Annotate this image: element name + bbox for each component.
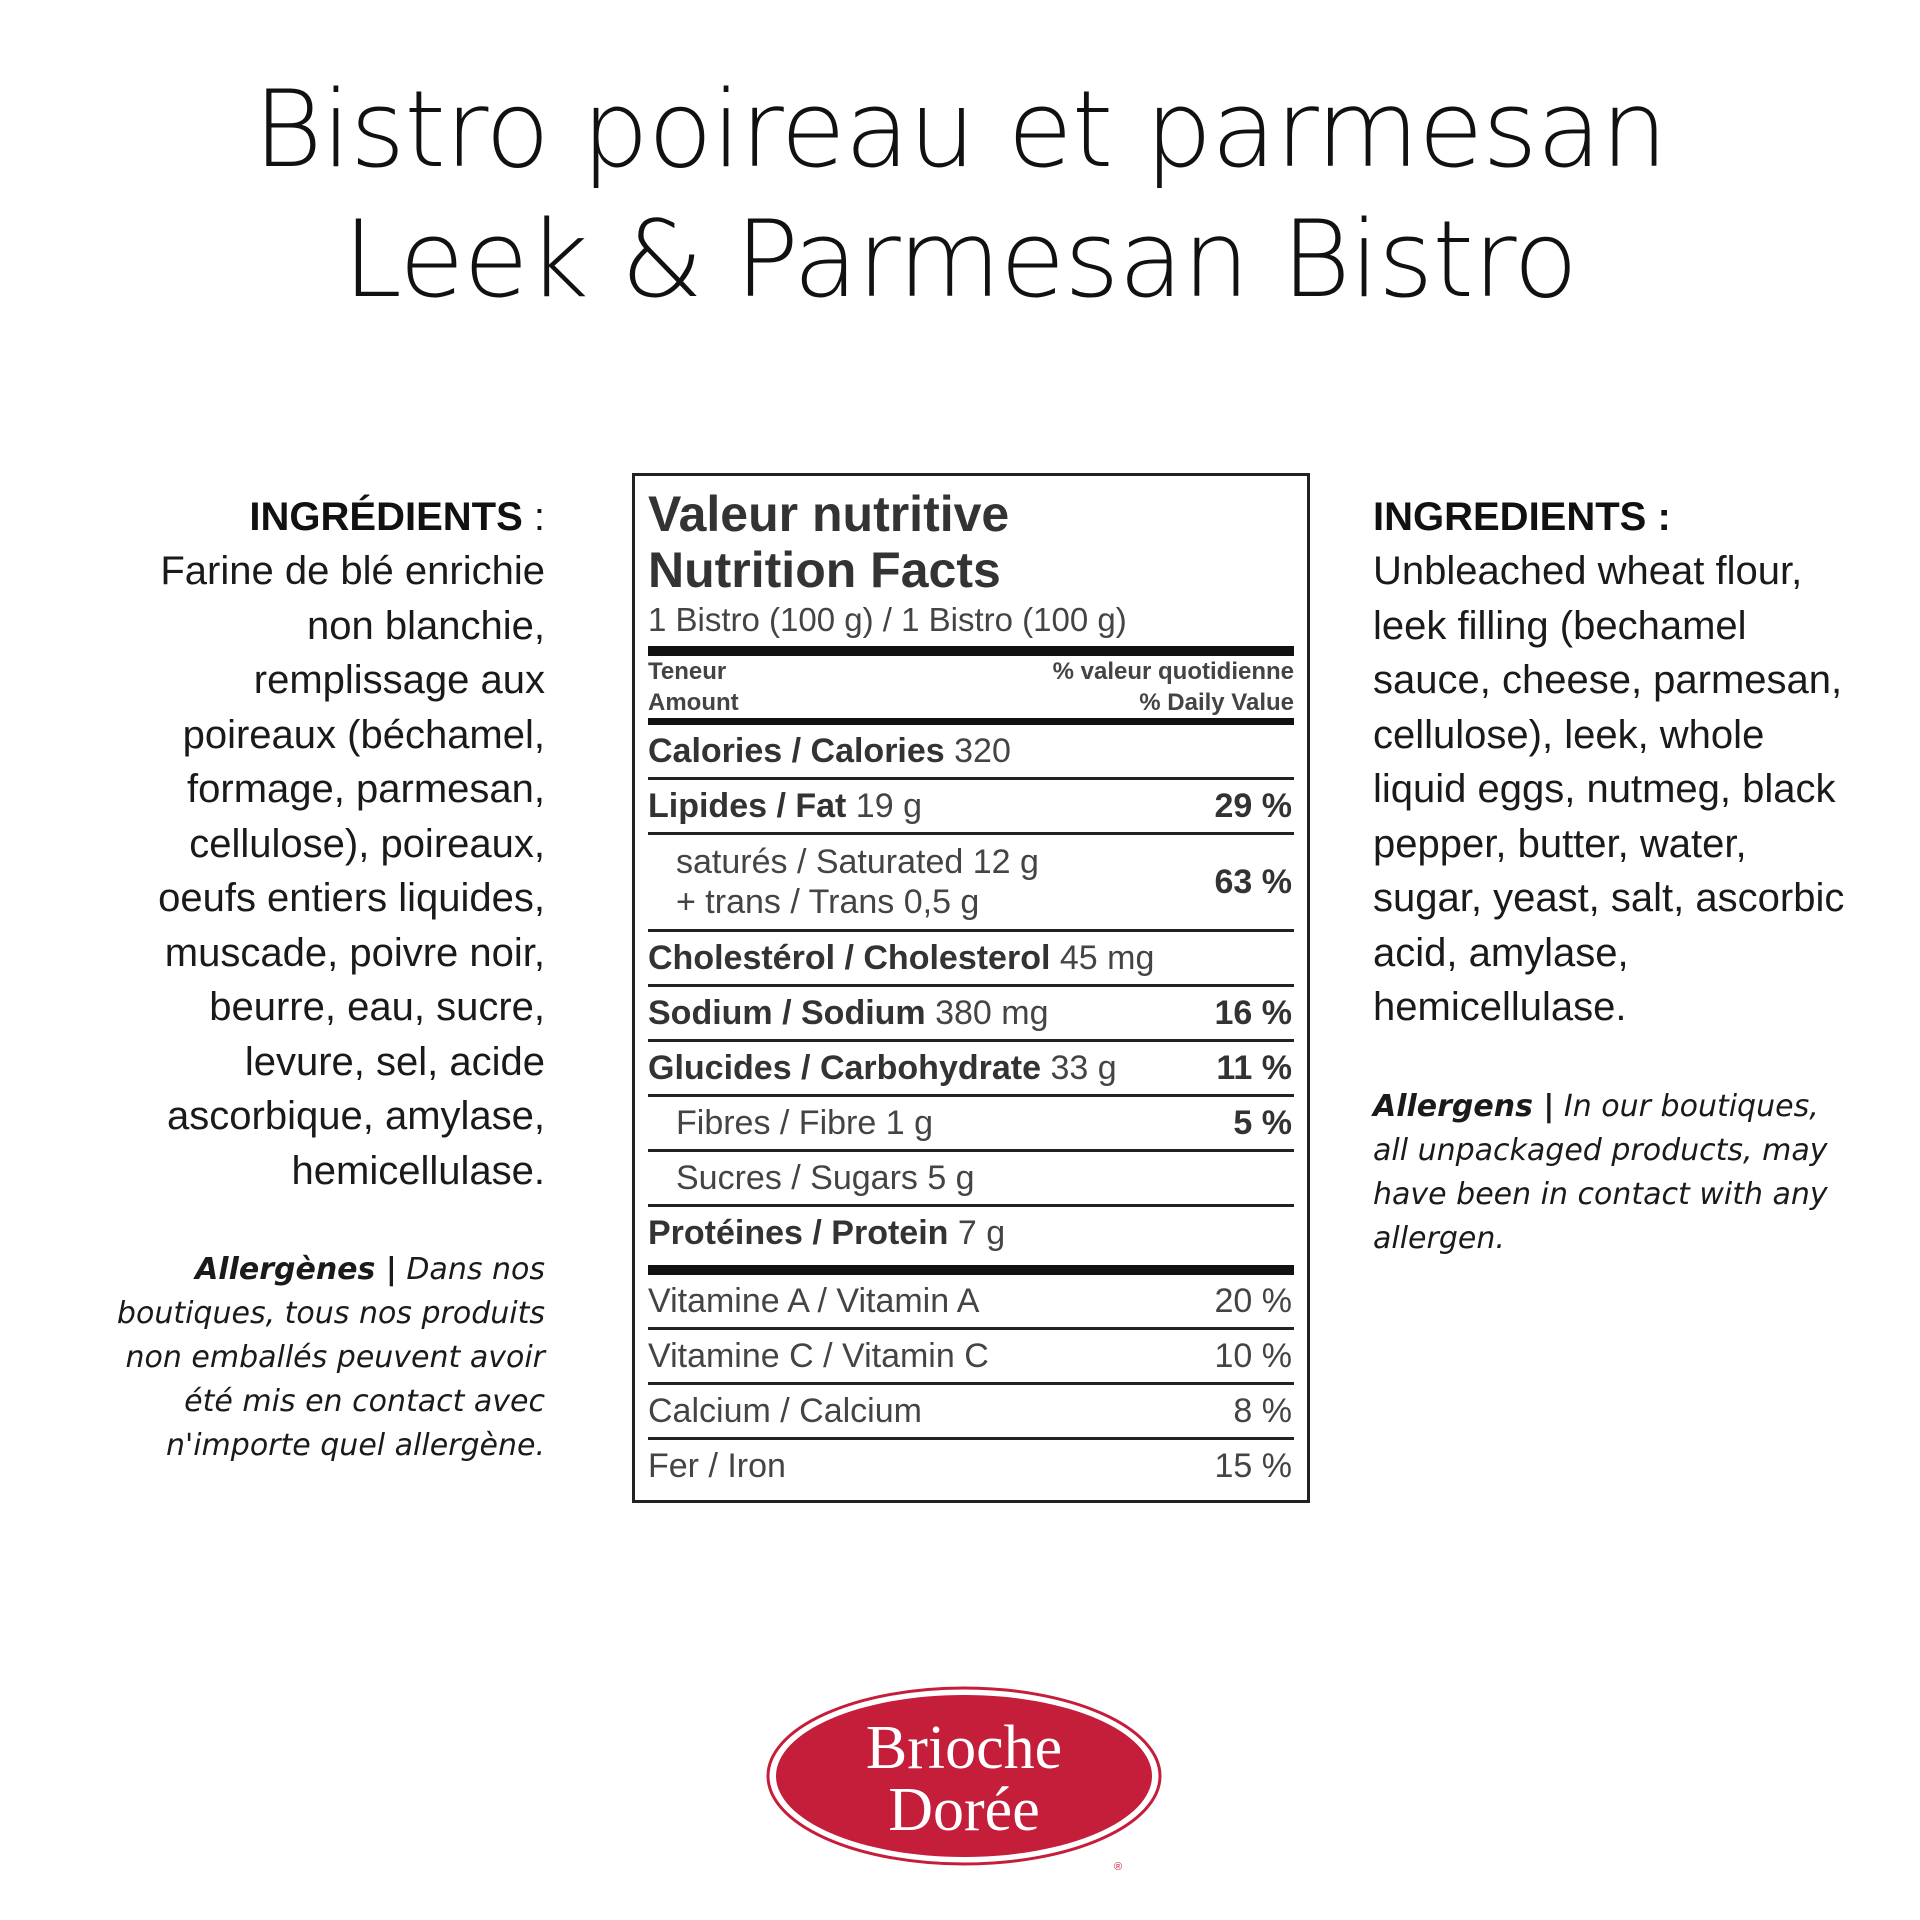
allergens-english-text: In our boutiques, all unpackaged products, may have been in contact with any allergen. [1373, 1088, 1828, 1256]
ingredients-french [90, 490, 545, 1468]
divider-thick [648, 646, 1294, 656]
ingredients-french-text: Farine de blé enrichie non blanchie, remplissage aux poireaux (béchamel, formage, parmesan, cellulose), poireaux, oeufs entiers liquides, muscade, poivre noir, beurre, eau, sucre, levure, sel, acide ascorbique, amylase, hemicellulase. [158, 549, 545, 1193]
ingredients-french-heading: INGRÉDIENTS : [249, 495, 545, 539]
trans-fat: + trans / Trans 0,5 g [676, 883, 980, 921]
row-calories: Calories / Calories 320 [648, 725, 1294, 780]
divider-medium [648, 718, 1294, 725]
allergens-french-text: Dans nos boutiques, tous nos produits non emballés peuvent avoir été mis en contact avec n'importe quel allergène. [116, 1252, 545, 1463]
allergens-french-label: Allergènes | [195, 1252, 397, 1287]
row-vitamin-c: Vitamine C / Vitamin C 10 % [648, 1330, 1294, 1385]
row-iron: Fer / Iron 15 % [648, 1446, 1292, 1485]
ingredients-english-text: Unbleached wheat flour, leek filling (bechamel sauce, cheese, parmesan, cellulose), leek, whole liquid eggs, nutmeg, black pepper, butter, water, sugar, yeast, salt, ascorbic acid, amylase, hemicellulase. [1373, 549, 1845, 1029]
row-sugars: Sucres / Sugars 5 g [648, 1152, 1294, 1207]
amount-label-french: Teneur [648, 658, 727, 685]
row-sodium: Sodium / Sodium 380 mg 16 % [648, 987, 1294, 1042]
row-cholesterol: Cholestérol / Cholesterol 45 mg [648, 932, 1294, 987]
logo-text-line1: Brioche [865, 1714, 1063, 1782]
ingredients-english [1373, 490, 1853, 1261]
title-french: Bistro poireau et parmesan [253, 68, 1667, 191]
registered-mark: ® [1113, 1861, 1123, 1873]
divider-thick-vitamins [648, 1265, 1294, 1275]
title-english: Leek & Parmesan Bistro [342, 198, 1578, 321]
row-saturated-trans: saturés / Saturated 12 g + trans / Trans 0,5 g 63 % [648, 835, 1294, 932]
row-protein: Protéines / Protein 7 g [648, 1213, 1006, 1252]
logo-text-line2: Dorée [888, 1776, 1040, 1844]
daily-value-label-english: % Daily Value [1139, 689, 1294, 716]
nutrition-facts-table [632, 473, 1310, 1503]
allergens-english [1373, 1085, 1853, 1261]
row-calcium: Calcium / Calcium 8 % [648, 1385, 1294, 1440]
saturated-fat: saturés / Saturated 12 g [676, 843, 1039, 881]
nutrition-title-french: Valeur nutritive [648, 486, 1010, 542]
row-carbohydrate: Glucides / Carbohydrate 33 g 11 % [648, 1042, 1294, 1097]
amount-label-english: Amount [648, 689, 739, 716]
allergens-english-label: Allergens | [1373, 1088, 1555, 1124]
row-fibre: Fibres / Fibre 1 g 5 % [648, 1097, 1294, 1152]
daily-value-label-french: % valeur quotidienne [1052, 658, 1294, 685]
brioche-doree-logo [766, 1684, 1166, 1874]
amount-header [648, 656, 1294, 718]
allergens-french [90, 1248, 545, 1468]
ingredients-english-heading: INGREDIENTS : [1373, 495, 1671, 539]
serving-size: 1 Bistro (100 g) / 1 Bistro (100 g) [648, 601, 1127, 638]
row-vitamin-a: Vitamine A / Vitamin A 20 % [648, 1275, 1294, 1330]
row-fat: Lipides / Fat 19 g 29 % [648, 780, 1294, 835]
nutrition-title-english: Nutrition Facts [648, 542, 1001, 598]
